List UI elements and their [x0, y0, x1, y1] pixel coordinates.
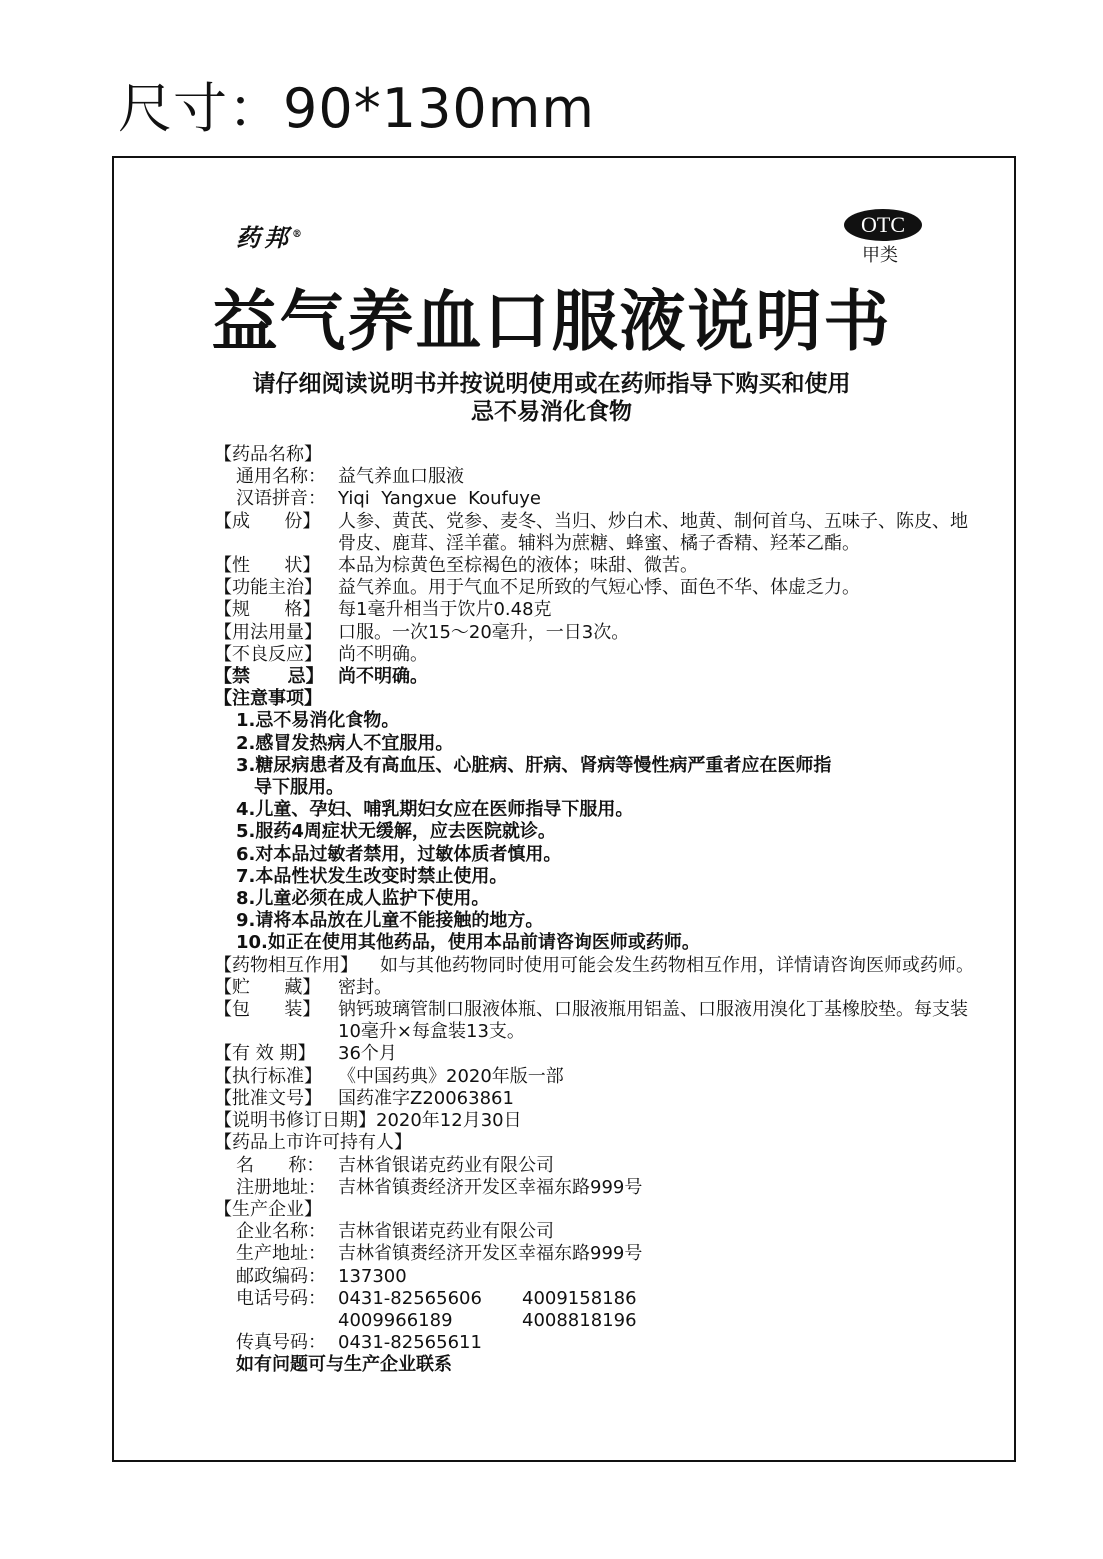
field-label: 电话号码： — [236, 1287, 326, 1309]
row-appearance — [214, 555, 974, 577]
precaution-item: 10.如正在使用其他药品，使用本品前请咨询医师或药师。 — [236, 932, 700, 954]
row-standard — [214, 1066, 974, 1088]
row-approval — [214, 1088, 974, 1110]
field-label: 汉语拼音： — [236, 488, 326, 510]
field-label: 【性 状】 — [214, 555, 321, 577]
row-phone — [214, 1288, 974, 1310]
row-contraindication — [214, 666, 974, 688]
field-value: 口服。一次15～20毫升，一日3次。 — [338, 621, 630, 643]
field-label: 【说明书修订日期】 — [214, 1110, 376, 1132]
field-value: 人参、黄芪、党参、麦冬、当归、炒白术、地黄、制何首乌、五味子、陈皮、地骨皮、鹿茸、淫羊藿。辅料为蔗糖、蜂蜜、橘子香精、羟苯乙酯。 — [338, 510, 968, 554]
field-label: 【不良反应】 — [214, 643, 322, 665]
subtitle-line-2: 忌不易消化食物 — [471, 399, 632, 425]
field-label: 名 称： — [236, 1154, 325, 1176]
field-value: 2020年12月30日 — [376, 1110, 522, 1132]
row-mah-name — [214, 1155, 974, 1177]
section-drug-name — [214, 444, 974, 466]
phone-number: 4009158186 — [522, 1287, 637, 1309]
field-label: 注册地址： — [236, 1176, 326, 1198]
field-value: 吉林省镇赉经济开发区幸福东路999号 — [338, 1243, 643, 1265]
row-mfr-address — [214, 1243, 974, 1265]
field-label: 邮政编码： — [236, 1265, 326, 1287]
phone-number: 0431-82565606 — [338, 1287, 482, 1309]
brand-name: 药邦 — [236, 223, 292, 252]
field-value: Yiqi Yangxue Koufuye — [338, 488, 541, 510]
section-header: 【生产企业】 — [214, 1198, 322, 1220]
field-label: 【成 份】 — [214, 510, 321, 532]
section-manufacturer — [214, 1199, 974, 1221]
row-adverse — [214, 644, 974, 666]
precaution-item: 5.服药4周症状无缓解，应去医院就诊。 — [236, 821, 556, 843]
row-dosage — [214, 622, 974, 644]
field-label: 【包 装】 — [214, 999, 321, 1021]
row-generic-name — [214, 466, 974, 488]
subtitle-line-1: 请仔细阅读说明书并按说明使用或在药师指导下购买和使用 — [252, 371, 851, 397]
row-phone-2 — [214, 1310, 974, 1332]
field-value: 每1毫升相当于饮片0.48克 — [338, 599, 552, 621]
field-label: 【规 格】 — [214, 599, 321, 621]
field-value: 137300 — [338, 1265, 407, 1287]
precaution-text: 3.糖尿病患者及有高血压、心脏病、肝病、肾病等慢性病严重者应在医师指 — [236, 754, 832, 776]
otc-class: 甲类 — [862, 245, 898, 266]
page-title: 益气养血口服液说明书 — [211, 283, 892, 360]
section-precautions — [214, 688, 974, 710]
row-storage — [214, 977, 974, 999]
field-label: 生产地址： — [236, 1243, 326, 1265]
field-value: 吉林省银诺克药业有限公司 — [338, 1154, 554, 1176]
field-value: 本品为棕黄色至棕褐色的液体；味甜、微苦。 — [338, 555, 698, 577]
row-pinyin — [214, 488, 974, 510]
row-mfr-name — [214, 1221, 974, 1243]
size-label: 尺寸：90*130mm — [118, 77, 595, 140]
precaution-item: 2.感冒发热病人不宜服用。 — [236, 732, 454, 754]
precaution-item: 9.请将本品放在儿童不能接触的地方。 — [236, 910, 544, 932]
section-header: 【注意事项】 — [214, 688, 322, 710]
section-mah — [214, 1132, 974, 1154]
precaution-item: 4.儿童、孕妇、哺乳期妇女应在医师指导下服用。 — [236, 799, 634, 821]
field-label: 【用法用量】 — [214, 621, 322, 643]
phone-number: 4009966189 — [338, 1309, 453, 1331]
row-interaction — [214, 955, 974, 977]
field-value: 尚不明确。 — [338, 643, 428, 665]
precaution-item: 1.忌不易消化食物。 — [236, 710, 400, 732]
row-revision — [214, 1110, 974, 1132]
field-value: 吉林省镇赉经济开发区幸福东路999号 — [338, 1176, 643, 1198]
row-fax — [214, 1332, 974, 1354]
field-label: 企业名称： — [236, 1221, 326, 1243]
field-value: 益气养血口服液 — [338, 466, 464, 488]
section-header: 【药品名称】 — [214, 444, 322, 465]
field-label: 【批准文号】 — [214, 1087, 322, 1109]
row-mah-address — [214, 1177, 974, 1199]
field-value: 0431-82565611 — [338, 1332, 482, 1354]
field-value: 36个月 — [338, 1043, 397, 1065]
phone-number: 4008818196 — [522, 1309, 637, 1331]
registered-mark: ® — [292, 229, 302, 240]
field-label: 【药物相互作用】 — [214, 954, 358, 976]
field-label: 【功能主治】 — [214, 577, 322, 599]
field-value: 益气养血。用于气血不足所致的气短心悸、面色不华、体虚乏力。 — [338, 577, 860, 599]
footer-note: 如有问题可与生产企业联系 — [236, 1354, 452, 1376]
precaution-text-cont: 导下服用。 — [254, 777, 344, 799]
row-postcode — [214, 1266, 974, 1288]
field-value: 《中国药典》2020年版一部 — [338, 1065, 564, 1087]
field-label: 【贮 藏】 — [214, 976, 321, 998]
row-validity — [214, 1043, 974, 1065]
field-label: 通用名称： — [236, 466, 326, 488]
field-value: 尚不明确。 — [338, 666, 428, 688]
field-value: 钠钙玻璃管制口服液体瓶、口服液瓶用铝盖、口服液用溴化丁基橡胶垫。每支装10毫升×每盒装13支。 — [338, 999, 968, 1043]
precaution-item — [214, 755, 974, 799]
field-label: 传真号码： — [236, 1332, 326, 1354]
leaflet-content — [214, 444, 974, 1377]
row-spec — [214, 599, 974, 621]
field-label: 【执行标准】 — [214, 1065, 322, 1087]
precaution-item: 8.儿童必须在成人监护下使用。 — [236, 888, 490, 910]
field-value: 如与其他药物同时使用可能会发生药物相互作用，详情请咨询医师或药师。 — [380, 954, 974, 976]
field-value: 吉林省银诺克药业有限公司 — [338, 1221, 554, 1243]
row-ingredients — [214, 511, 974, 555]
row-package — [214, 999, 974, 1043]
spacer — [214, 1310, 338, 1332]
precaution-item: 7.本品性状发生改变时禁止使用。 — [236, 865, 508, 887]
field-value: 密封。 — [338, 976, 392, 998]
field-value: 国药准字Z20063861 — [338, 1087, 514, 1109]
brand-logo — [236, 218, 302, 253]
field-label: 【禁 忌】 — [214, 666, 324, 688]
field-label: 【有 效 期】 — [214, 1043, 316, 1065]
otc-badge: OTC — [844, 209, 922, 241]
precaution-item: 6.对本品过敏者禁用，过敏体质者慎用。 — [236, 843, 562, 865]
row-indication — [214, 577, 974, 599]
section-header: 【药品上市许可持有人】 — [214, 1132, 412, 1154]
